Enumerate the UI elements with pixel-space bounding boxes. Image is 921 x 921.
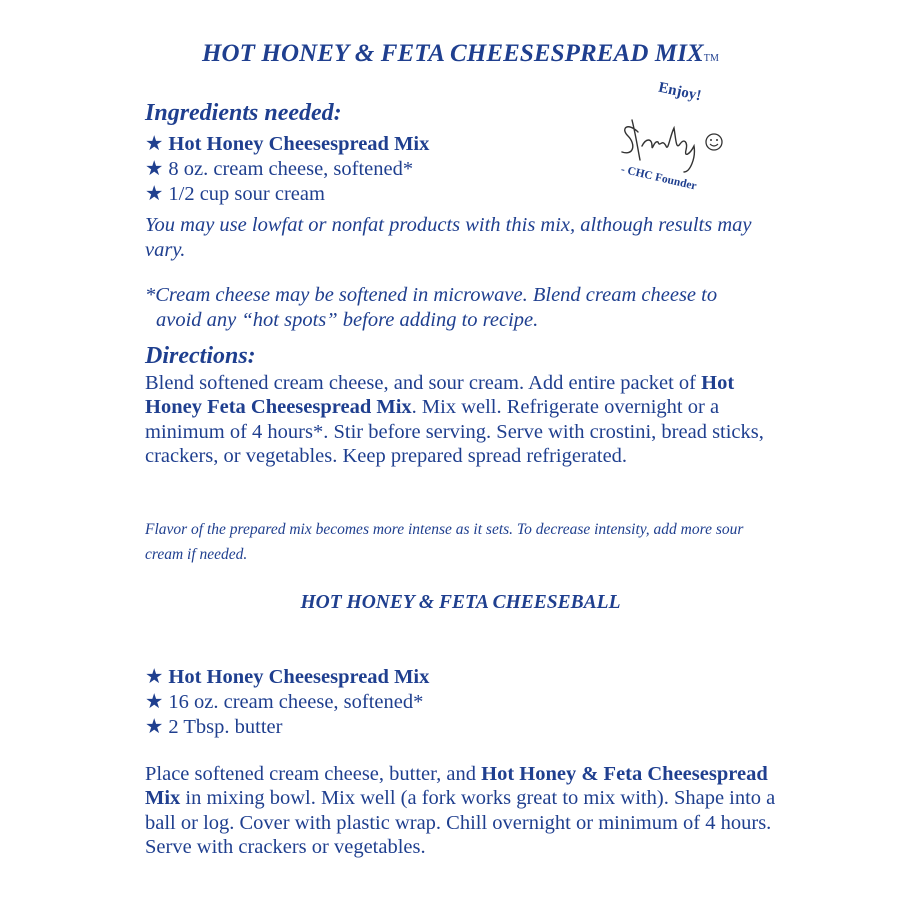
trademark-symbol: TM [703, 53, 719, 64]
footnote-line: *Cream cheese may be softened in microwave. Blend cream cheese to [145, 284, 718, 306]
star-icon: ★ [145, 666, 164, 688]
founder-signature [598, 80, 738, 205]
cheeseball-item [145, 715, 282, 740]
ingredient-item-text: Hot Honey Cheesespread Mix [168, 133, 430, 155]
directions-text-part: . Mix well. Refrigerate overnight or a minimum of 4 hours*. Stir before serving. Serve with crostini, bread sticks, crackers, or vegetables. Keep prepared spread refrigerated. [145, 396, 764, 467]
cheeseball-text-part: Place softened cream cheese, butter, and [145, 763, 482, 785]
ingredient-item [145, 132, 429, 157]
cheeseball-directions [145, 762, 790, 859]
ingredient-item-text: 1/2 cup sour cream [168, 183, 325, 205]
star-icon: ★ [145, 716, 164, 738]
star-icon: ★ [145, 133, 164, 155]
ingredient-item-text: 8 oz. cream cheese, softened* [168, 158, 414, 180]
star-icon: ★ [145, 691, 164, 713]
directions-text-part: Blend softened cream cheese, and sour cream. Add entire packet of [145, 372, 702, 394]
ingredients-heading: Ingredients needed: [145, 100, 342, 126]
cheeseball-product-name: Hot Honey & Feta Cheesespread Mix [145, 763, 768, 810]
directions-text [145, 371, 783, 468]
directions-product-name: Hot Honey Feta Cheesespread Mix [145, 372, 735, 419]
star-icon: ★ [145, 158, 164, 180]
lowfat-note: You may use lowfat or nonfat products with this mix, although results may vary. [145, 214, 752, 261]
page-title [0, 40, 921, 68]
cheeseball-title: HOT HONEY & FETA CHEESEBALL [300, 592, 621, 613]
ingredient-item [145, 157, 413, 182]
cheeseball-text-part: in mixing bowl. Mix well (a fork works great to mix with). Shape into a ball or log. Cover with plastic wrap. Chill overnight or minimum of 4 hours. Serve with crackers or vegetables. [145, 787, 776, 858]
star-icon: ★ [145, 183, 164, 205]
directions-heading: Directions: [145, 343, 256, 369]
founder-caption: - CHC Founder [619, 163, 698, 193]
title-text: HOT HONEY & FETA CHEESESPREAD MIX [201, 40, 704, 67]
cheeseball-item-text: Hot Honey Cheesespread Mix [168, 666, 430, 688]
enjoy-text: Enjoy! [656, 79, 703, 105]
cheeseball-item-text: 16 oz. cream cheese, softened* [168, 691, 424, 713]
cheeseball-item [145, 665, 429, 690]
ingredient-item [145, 182, 325, 207]
cheeseball-item-text: 2 Tbsp. butter [168, 716, 283, 738]
cheeseball-item [145, 690, 423, 715]
flavor-note: Flavor of the prepared mix becomes more intense as it sets. To decrease intensity, add more sour cream if needed. [145, 521, 744, 563]
footnote-line: avoid any “hot spots” before adding to recipe. [156, 309, 539, 331]
